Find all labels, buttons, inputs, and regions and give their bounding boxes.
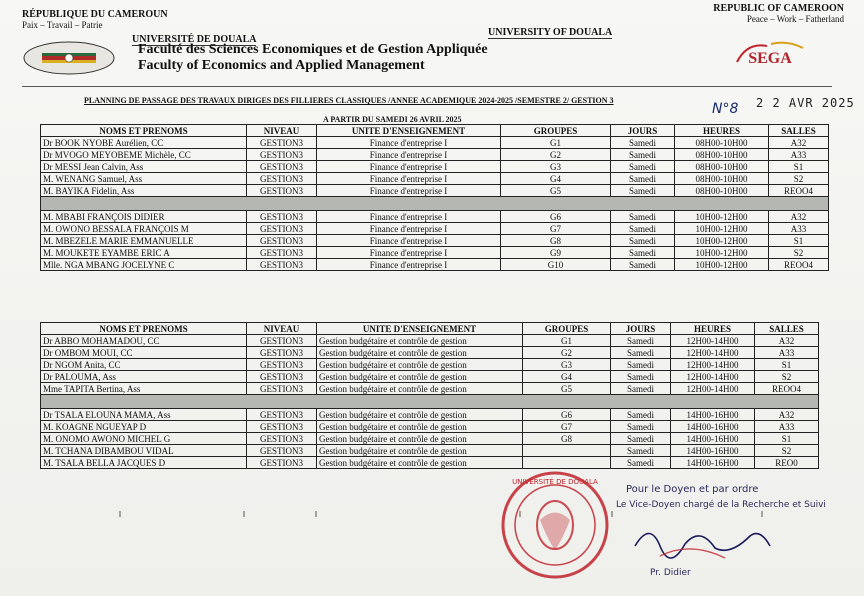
day-cell: Samedi (611, 421, 671, 433)
day-cell: Samedi (611, 223, 675, 235)
official-seal-icon (500, 470, 610, 580)
unit-cell: Finance d'entreprise I (317, 161, 501, 173)
day-cell: Samedi (611, 149, 675, 161)
table-row (41, 173, 829, 185)
unit-cell: Finance d'entreprise I (317, 259, 501, 271)
day-cell: Samedi (611, 347, 671, 359)
hours-cell: 14H00-16H00 (671, 433, 755, 445)
room-cell: A32 (769, 137, 829, 149)
day-cell: Samedi (611, 235, 675, 247)
hours-cell: 08H00-10H00 (675, 149, 769, 161)
table-row (41, 161, 829, 173)
room-cell: S1 (755, 433, 819, 445)
name-cell: Dr PALOUMA, Ass (41, 371, 247, 383)
unit-cell: Gestion budgétaire et contrôle de gestion (317, 445, 523, 457)
schedule-table-budget (40, 322, 819, 469)
group-cell: G6 (523, 409, 611, 421)
room-cell: A33 (755, 347, 819, 359)
name-cell: Mlle. NGA MBANG JOCELYNE C (41, 259, 247, 271)
motto-fr: Paix – Travail – Patrie (22, 20, 103, 30)
level-cell: GESTION3 (247, 335, 317, 347)
name-cell: Dr TSALA ELOUNA MAMA, Ass (41, 409, 247, 421)
column-header-room: SALLES (755, 323, 819, 335)
unit-cell: Gestion budgétaire et contrôle de gestion (317, 421, 523, 433)
room-cell: A33 (769, 149, 829, 161)
group-cell: G10 (501, 259, 611, 271)
level-cell: GESTION3 (247, 259, 317, 271)
table-row (41, 259, 829, 271)
day-cell: Samedi (611, 137, 675, 149)
group-cell: G5 (523, 383, 611, 395)
group-cell: G4 (501, 173, 611, 185)
faculty-logo (727, 38, 813, 68)
day-cell: Samedi (611, 185, 675, 197)
unit-cell: Gestion budgétaire et contrôle de gestion (317, 335, 523, 347)
university-name-en: UNIVERSITY OF DOUALA (488, 27, 613, 38)
header-left (22, 10, 168, 30)
name-cell: Dr MVOGO MEYOBEME Michèle, CC (41, 149, 247, 161)
group-cell: G5 (501, 185, 611, 197)
start-date-heading: A PARTIR DU SAMEDI 26 AVRIL 2025 (323, 115, 462, 124)
signature-line-2: Le Vice-Doyen chargé de la Recherche et Suivi (616, 500, 826, 510)
day-cell: Samedi (611, 371, 671, 383)
day-cell: Samedi (611, 383, 671, 395)
table-row (41, 457, 819, 469)
level-cell: GESTION3 (247, 235, 317, 247)
unit-cell: Gestion budgétaire et contrôle de gestion (317, 347, 523, 359)
unit-cell: Finance d'entreprise I (317, 223, 501, 235)
day-cell: Samedi (611, 211, 675, 223)
table-header-row (41, 323, 819, 335)
hours-cell: 12H00-14H00 (671, 335, 755, 347)
name-cell: M. ONOMO AWONO MICHEL G (41, 433, 247, 445)
hours-cell: 14H00-16H00 (671, 421, 755, 433)
unit-cell: Gestion budgétaire et contrôle de gestion (317, 409, 523, 421)
planning-title: PLANNING DE PASSAGE DES TRAVAUX DIRIGES DES FILLIERES CLASSIQUES /ANNEE ACADEMIQUE 2024-2025 /SEMESTRE 2/ GESTION 3 (84, 96, 614, 105)
table-header-row (41, 125, 829, 137)
group-cell (523, 457, 611, 469)
unit-cell: Finance d'entreprise I (317, 173, 501, 185)
hours-cell: 10H00-12H00 (675, 211, 769, 223)
faculty-logo-text: SEGA (748, 50, 792, 67)
hours-cell: 10H00-12H00 (675, 247, 769, 259)
level-cell: GESTION3 (247, 185, 317, 197)
day-cell: Samedi (611, 359, 671, 371)
group-separator-row (41, 197, 829, 211)
university-name-fr: UNIVERSITÉ DE DOUALA (132, 34, 257, 45)
hours-cell: 08H00-10H00 (675, 161, 769, 173)
day-cell: Samedi (611, 173, 675, 185)
hours-cell: 10H00-12H00 (675, 259, 769, 271)
hours-cell: 08H00-10H00 (675, 137, 769, 149)
name-cell: Dr MESSI Jean Calvin, Ass (41, 161, 247, 173)
group-cell: G1 (501, 137, 611, 149)
day-cell: Samedi (611, 335, 671, 347)
room-cell: A33 (769, 223, 829, 235)
republic-title-en: REPUBLIC OF CAMEROON (713, 3, 844, 14)
day-cell: Samedi (611, 433, 671, 445)
room-cell: S2 (769, 247, 829, 259)
column-header-name: NOMS ET PRENOMS (41, 323, 247, 335)
room-cell: A32 (755, 409, 819, 421)
table-row (41, 235, 829, 247)
name-cell: Dr ABBO MOHAMADOU, CC (41, 335, 247, 347)
table-row (41, 185, 829, 197)
name-cell: Dr OMBOM MOUI, CC (41, 347, 247, 359)
unit-cell: Finance d'entreprise I (317, 149, 501, 161)
day-cell: Samedi (611, 457, 671, 469)
unit-cell: Gestion budgétaire et contrôle de gestion (317, 359, 523, 371)
column-header-day: JOURS (611, 323, 671, 335)
name-cell: M. MBABI FRANÇOIS DIDIER (41, 211, 247, 223)
day-cell: Samedi (611, 409, 671, 421)
day-cell: Samedi (611, 445, 671, 457)
room-cell: REO0 (755, 457, 819, 469)
group-cell: G4 (523, 371, 611, 383)
group-cell: G2 (523, 347, 611, 359)
column-header-name: NOMS ET PRENOMS (41, 125, 247, 137)
column-header-hours: HEURES (675, 125, 769, 137)
hours-cell: 08H00-10H00 (675, 185, 769, 197)
name-cell: M. TCHANA DIBAMBOU VIDAL (41, 445, 247, 457)
column-header-hours: HEURES (671, 323, 755, 335)
column-header-unit: UNITE D'ENSEIGNEMENT (317, 323, 523, 335)
name-cell: M. TSALA BELLA JACQUES D (41, 457, 247, 469)
level-cell: GESTION3 (247, 137, 317, 149)
signature-block (616, 482, 826, 582)
signature-line-3: Pr. Didier (650, 568, 691, 578)
hours-cell: 12H00-14H00 (671, 371, 755, 383)
hours-cell: 14H00-16H00 (671, 457, 755, 469)
name-cell: Dr BOOK NYOBE Aurélien, CC (41, 137, 247, 149)
level-cell: GESTION3 (247, 347, 317, 359)
handwritten-signature-icon (630, 516, 780, 566)
unit-cell: Finance d'entreprise I (317, 211, 501, 223)
room-cell: REOO4 (769, 185, 829, 197)
day-cell: Samedi (611, 161, 675, 173)
unit-cell: Gestion budgétaire et contrôle de gestion (317, 383, 523, 395)
level-cell: GESTION3 (247, 149, 317, 161)
republic-title-fr: RÉPUBLIQUE DU CAMEROUN (22, 9, 168, 20)
room-cell: REOO4 (755, 383, 819, 395)
table-row (41, 335, 819, 347)
name-cell: M. BAYIKA Fidelin, Ass (41, 185, 247, 197)
unit-cell: Gestion budgétaire et contrôle de gestion (317, 433, 523, 445)
column-header-unit: UNITE D'ENSEIGNEMENT (317, 125, 501, 137)
column-header-group: GROUPES (523, 323, 611, 335)
name-cell: M. MBEZELE MARIE EMMANUELLE (41, 235, 247, 247)
name-cell: M. KOAGNE NGUEYAP D (41, 421, 247, 433)
table-row (41, 359, 819, 371)
level-cell: GESTION3 (247, 421, 317, 433)
room-cell: S1 (755, 359, 819, 371)
unit-cell: Finance d'entreprise I (317, 137, 501, 149)
unit-cell: Finance d'entreprise I (317, 185, 501, 197)
room-cell: A32 (755, 335, 819, 347)
room-cell: S2 (769, 173, 829, 185)
column-header-level: NIVEAU (247, 323, 317, 335)
group-cell: G9 (501, 247, 611, 259)
level-cell: GESTION3 (247, 383, 317, 395)
university-logo (22, 40, 116, 76)
table-row (41, 223, 829, 235)
name-cell: M. MOUKETE EYAMBE ERIC A (41, 247, 247, 259)
group-cell: G3 (501, 161, 611, 173)
table-row (41, 421, 819, 433)
unit-cell: Finance d'entreprise I (317, 247, 501, 259)
table-row (41, 149, 829, 161)
room-cell: S1 (769, 161, 829, 173)
hours-cell: 12H00-14H00 (671, 347, 755, 359)
header-right (713, 4, 844, 24)
group-cell: G7 (523, 421, 611, 433)
column-header-room: SALLES (769, 125, 829, 137)
group-separator-row (41, 395, 819, 409)
hours-cell: 12H00-14H00 (671, 359, 755, 371)
level-cell: GESTION3 (247, 457, 317, 469)
day-cell: Samedi (611, 259, 675, 271)
schedule-table-finance (40, 124, 829, 271)
table-row (41, 137, 829, 149)
table-row (41, 371, 819, 383)
table-row (41, 383, 819, 395)
hours-cell: 14H00-16H00 (671, 409, 755, 421)
column-header-level: NIVEAU (247, 125, 317, 137)
level-cell: GESTION3 (247, 433, 317, 445)
level-cell: GESTION3 (247, 371, 317, 383)
table-row (41, 347, 819, 359)
level-cell: GESTION3 (247, 173, 317, 185)
unit-cell: Finance d'entreprise I (317, 235, 501, 247)
table-row (41, 211, 829, 223)
hours-cell: 12H00-14H00 (671, 383, 755, 395)
level-cell: GESTION3 (247, 223, 317, 235)
faculty-name-en: Faculty of Economics and Applied Management (138, 58, 425, 73)
header-divider (22, 86, 832, 87)
name-cell: M. OWONO BESSALA FRANÇOIS M (41, 223, 247, 235)
name-cell: Dr NGOM Anita, CC (41, 359, 247, 371)
handwritten-number: N°8 (712, 101, 739, 117)
hours-cell: 14H00-16H00 (671, 445, 755, 457)
level-cell: GESTION3 (247, 359, 317, 371)
unit-cell: Gestion budgétaire et contrôle de gestion (317, 371, 523, 383)
hours-cell: 08H00-10H00 (675, 173, 769, 185)
name-cell: Mme TAPITA Bertina, Ass (41, 383, 247, 395)
name-cell: M. WENANG Samuel, Ass (41, 173, 247, 185)
level-cell: GESTION3 (247, 161, 317, 173)
group-cell: G6 (501, 211, 611, 223)
day-cell: Samedi (611, 247, 675, 259)
group-cell: G2 (501, 149, 611, 161)
room-cell: S1 (769, 235, 829, 247)
group-cell (523, 445, 611, 457)
seal-text: UNIVERSITÉ DE DOUALA (512, 478, 598, 486)
level-cell: GESTION3 (247, 409, 317, 421)
level-cell: GESTION3 (247, 445, 317, 457)
hours-cell: 10H00-12H00 (675, 223, 769, 235)
room-cell: S2 (755, 371, 819, 383)
group-cell: G8 (523, 433, 611, 445)
column-header-day: JOURS (611, 125, 675, 137)
room-cell: S2 (755, 445, 819, 457)
date-stamp: 2 2 AVR 2025 (756, 96, 855, 110)
table-row (41, 409, 819, 421)
faculty-name-fr: Faculté des Sciences Economiques et de Gestion Appliquée (138, 42, 488, 57)
level-cell: GESTION3 (247, 247, 317, 259)
group-cell: G7 (501, 223, 611, 235)
motto-en: Peace – Work – Fatherland (746, 14, 844, 24)
table-row (41, 445, 819, 457)
room-cell: REOO4 (769, 259, 829, 271)
column-header-group: GROUPES (501, 125, 611, 137)
room-cell: A33 (755, 421, 819, 433)
room-cell: A32 (769, 211, 829, 223)
level-cell: GESTION3 (247, 211, 317, 223)
unit-cell: Gestion budgétaire et contrôle de gestion (317, 457, 523, 469)
table-row (41, 433, 819, 445)
group-cell: G3 (523, 359, 611, 371)
group-cell: G1 (523, 335, 611, 347)
table-row (41, 247, 829, 259)
group-cell: G8 (501, 235, 611, 247)
hours-cell: 10H00-12H00 (675, 235, 769, 247)
signature-line-1: Pour le Doyen et par ordre (626, 484, 759, 495)
